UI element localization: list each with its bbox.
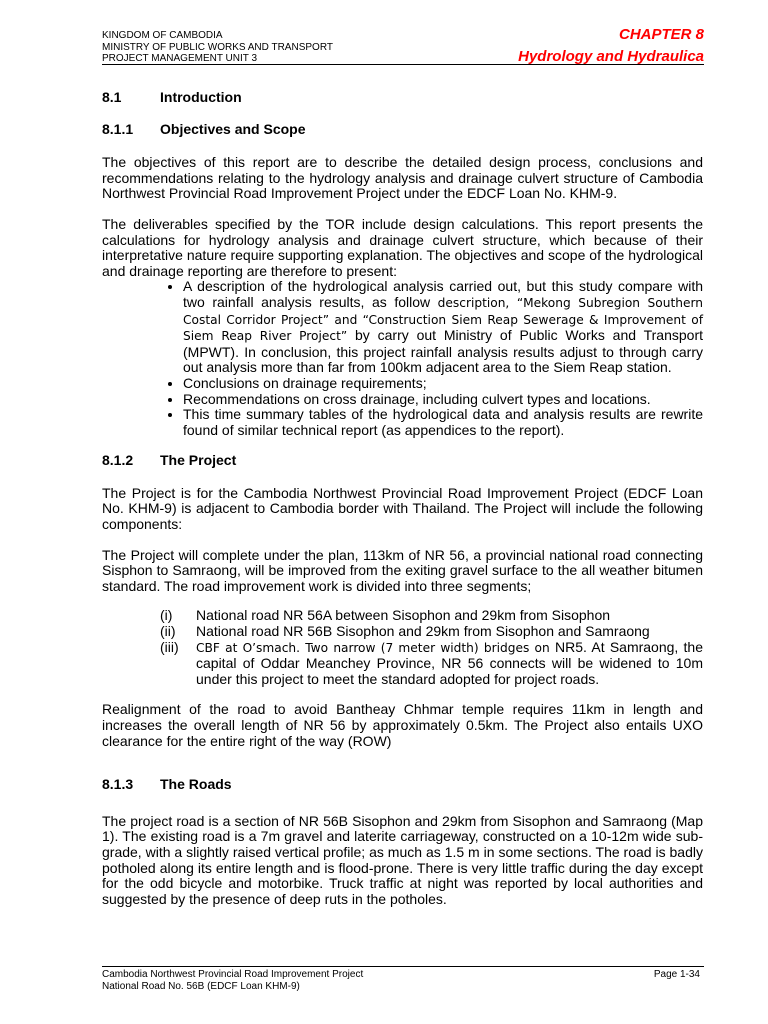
chapter-title: Hydrology and Hydraulica [518,48,704,65]
project-paragraph-1: The Project is for the Cambodia Northwest Provincial Road Improvement Project (EDCF Loan No. KHM-9) is adjacent to Cambodia border with Thailand. The Project will include the following components: [102,484,703,533]
header-org-line-3: PROJECT MANAGEMENT UNIT 3 [102,53,258,64]
page-body [102,90,703,907]
objectives-paragraph-2: The deliverables specified by the TOR include design calculations. This report presents the calculations for hydrology analysis and drainage culvert structure, which because of their interpretative nature require supporting explanation. The objectives and scope of the hydrological and drainage reporting are therefore to present: [102,215,703,279]
section-number: 8.1.1 [102,120,134,137]
objectives-paragraph-1: The objectives of this report are to describe the detailed design process, conclusions and recommendations relating to the hydrology analysis and drainage culvert structure of Cambodia Northwest Provincial Road Improvement Project under the EDCF Loan No. KHM-9. [102,154,703,202]
section-8-1-heading [102,90,703,106]
footer-line-1: Cambodia Northwest Provincial Road Improvement Project [102,969,364,980]
list-item: (iii) CBF at O’smach. Two narrow (7 meter width) bridges on NR5. At Samraong, the capital of Oddar Meanchey Province, NR 56 connects will be widened to 10m under this project to meet the standard adopted for project roads. [160,638,703,687]
section-title: The Roads [160,776,232,793]
chapter-number: CHAPTER 8 [618,26,704,43]
page-number: Page 1-34 [653,969,700,980]
section-number: 8.1.3 [102,776,134,793]
section-number: 8.1 [102,89,122,105]
footer-divider [102,966,704,967]
header-org-line-1: KINGDOM OF CAMBODIA [102,30,223,41]
section-8-1-2-heading [102,453,703,469]
list-item: (ii) National road NR 56B Sisophon and 29km from Sisophon and Samraong [160,623,650,640]
header-divider [102,64,704,65]
project-paragraph-2: The Project will complete under the plan, 113km of NR 56, a provincial national road connecting Sisphon to Samraong, will be improved from the exiting gravel surface to the all weather bitumen standard. The road improvement work is divided into three segments; [102,546,703,594]
header-organization [102,30,333,65]
section-title: Introduction [160,89,242,105]
road-segments-list [102,608,703,687]
list-item: • Recommendations on cross drainage, including culvert types and locations. [183,392,703,408]
header-org-line-2: MINISTRY OF PUBLIC WORKS AND TRANSPORT [102,41,333,53]
section-number: 8.1.2 [102,452,134,469]
header-chapter [518,24,704,68]
footer-line-2: National Road No. 56B (EDCF Loan KHM-9) [102,980,300,992]
project-paragraph-3: Realignment of the road to avoid Bantheay Chhmar temple requires 11km in length and increases the overall length of NR 56 by approximately 0.5km. The Project also entails UXO clearance for the entire right of the way (ROW) [102,701,703,749]
list-item: (i) National road NR 56A between Sisophon and 29km from Sisophon [160,607,611,624]
section-8-1-1-heading [102,122,703,138]
footer-project [102,969,363,992]
deliverables-list [102,279,703,438]
section-8-1-3-heading [102,777,703,793]
list-item: • This time summary tables of the hydrological data and analysis results are rewrite found of similar technical report (as appendices to the report). [183,407,703,438]
list-item: • A description of the hydrological analysis carried out, but this study compare with two rainfall analysis results, as follow description, “Mekong Subregion Southern Costal Corridor Project” and “Construction Siem Reap Sewerage & Improvement of Siem Reap River Project” by carry out Ministry of Public Works and Transport (MPWT). In conclusion, this project rainfall analysis results adjust to through carry out analysis more than far from 100km adjacent area to the Siem Reap station. [183,279,703,376]
list-item: • Conclusions on drainage requirements; [183,376,703,392]
section-title: The Project [160,452,237,469]
roads-paragraph-1: The project road is a section of NR 56B Sisophon and 29km from Sisophon and Samraong (Map 1). The existing road is a 7m gravel and laterite carriageway, constructed on a 10-12m wide sub-grade, with a slightly raised vertical profile; as much as 1.5 m in some sections. The road is badly potholed along its entire length and is flood-prone. There is very little traffic during the day except for the odd bicycle and motorbike. Truck traffic at night was reported by local authorities and suggested by the presence of deep ruts in the potholes. [102,812,703,907]
section-title: Objectives and Scope [160,120,306,137]
